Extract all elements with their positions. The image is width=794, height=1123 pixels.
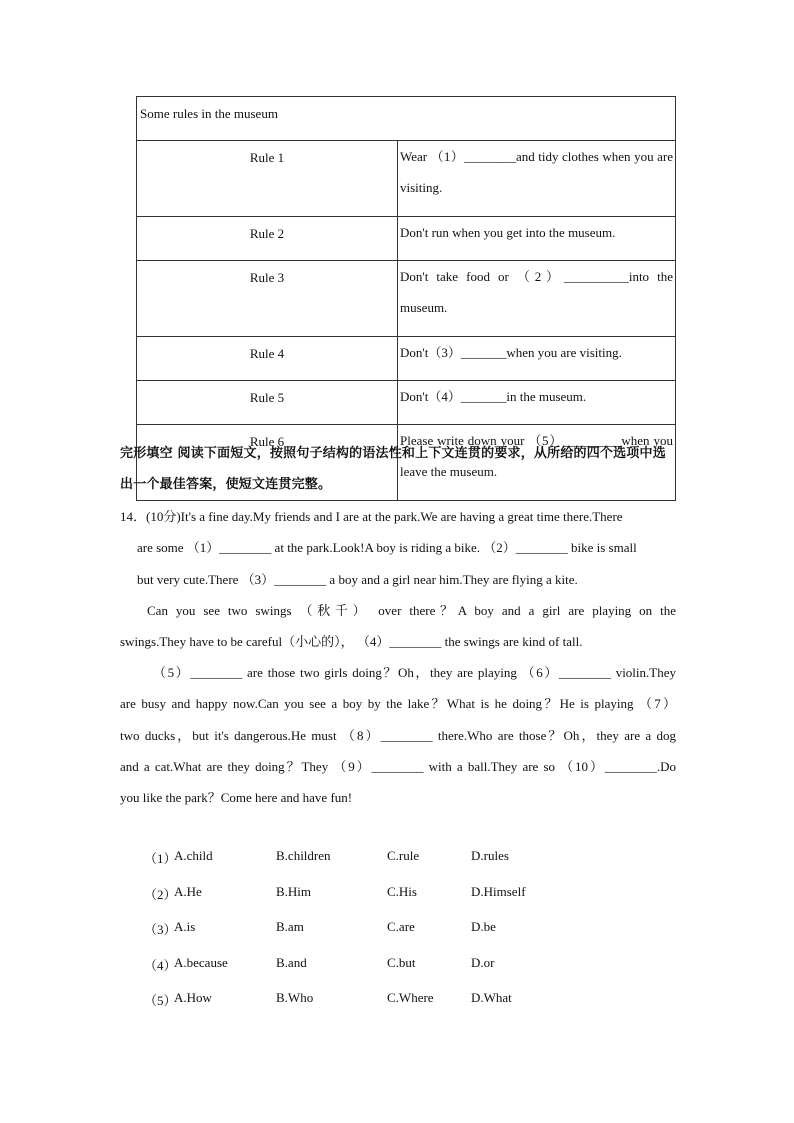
table-row [137,217,676,261]
rule-name: Rule 6 [137,425,398,501]
rule-name: Rule 2 [137,217,398,261]
option-number: （5） [144,993,177,1008]
rule-name: Rule 4 [137,337,398,381]
option-c[interactable]: C.Where [387,990,434,1005]
option-b[interactable]: B.am [276,919,304,934]
passage-line: are busy and happy now.Can you see a boy by the lake？What is he doing？He is playing （7） [120,696,676,711]
option-d[interactable]: D.rules [471,848,509,863]
rule-text-content: Don't run when you get into the museum. [400,225,616,240]
passage-line: are some （1）________ at the park.Look!A boy is riding a bike. （2）________ bike is small [137,540,637,555]
rule-name: Rule 1 [137,141,398,217]
option-c[interactable]: C.His [387,883,417,899]
rule-text [398,337,676,381]
passage-line: （5）________ are those two girls doing？Oh，they are playing （6）________ violin.They [153,665,676,680]
option-b[interactable]: B.Who [276,990,314,1005]
rule-text-content: Don't（4）_______in the museum. [400,389,587,404]
table-title: Some rules in the museum [137,97,676,141]
table-row [137,337,676,381]
passage-line: swings.They have to be careful（小心的）， （4）________ the swings are kind of tall. [120,634,583,649]
rule-text [398,141,676,217]
option-c[interactable]: C.are [387,919,415,934]
option-a[interactable]: A.because [174,954,228,970]
rule-text-content: Wear （1）________and tidy clothes when you are visiting. [400,149,673,195]
option-number: （1） [144,851,177,866]
rule-text [398,261,676,337]
rule-text-content: Don't take food or （2）__________into the museum. [400,269,673,315]
rule-text-content: Please write down your （5）_________when you leave the museum. [400,433,673,479]
passage-line: two ducks，but it's dangerous.He must （8）________ there.Who are those？Oh，they are a dog [120,728,676,743]
option-a[interactable]: A.How [174,990,212,1005]
table-row [137,381,676,425]
option-c[interactable]: C.but [387,954,416,970]
option-number: （3） [144,922,177,937]
passage-line: but very cute.There （3）________ a boy and a girl near him.They are flying a kite. [137,572,578,587]
option-d[interactable]: D.What [471,990,512,1005]
option-d[interactable]: D.or [471,954,495,970]
option-b[interactable]: B.and [276,954,307,970]
option-d[interactable]: D.be [471,919,496,934]
table-header-row [137,97,676,141]
option-a[interactable]: A.child [174,848,213,863]
rule-text [398,217,676,261]
option-number: （2） [144,886,177,902]
option-a[interactable]: A.He [174,883,202,899]
passage-line: you like the park？Come here and have fun! [120,790,353,805]
option-a[interactable]: A.is [174,919,196,934]
option-number: （4） [144,957,177,973]
passage-line: and a cat.What are they doing？They （9）________ with a ball.They are so （10）________.Do [120,759,676,774]
rule-text-content: Don't（3）_______when you are visiting. [400,345,622,360]
table-row [137,261,676,337]
option-d[interactable]: D.Himself [471,883,526,899]
rule-name: Rule 3 [137,261,398,337]
option-b[interactable]: B.children [276,848,331,863]
option-b[interactable]: B.Him [276,883,312,899]
passage-line: Can you see two swings （秋千） over there？A boy and a girl are playing on the [147,603,676,618]
table-row [137,141,676,217]
rule-text [398,381,676,425]
option-c[interactable]: C.rule [387,848,420,863]
rule-name: Rule 5 [137,381,398,425]
cloze-instructions: 完形填空 阅读下面短文，按照句子结构的语法性和上下文连贯的要求，从所给的四个选项中选出一个最佳答案，使短文连贯完整。 [120,446,666,492]
passage-line: 14．(10分)It's a fine day.My friends and I are at the park.We are having a great time there.There [120,509,623,524]
